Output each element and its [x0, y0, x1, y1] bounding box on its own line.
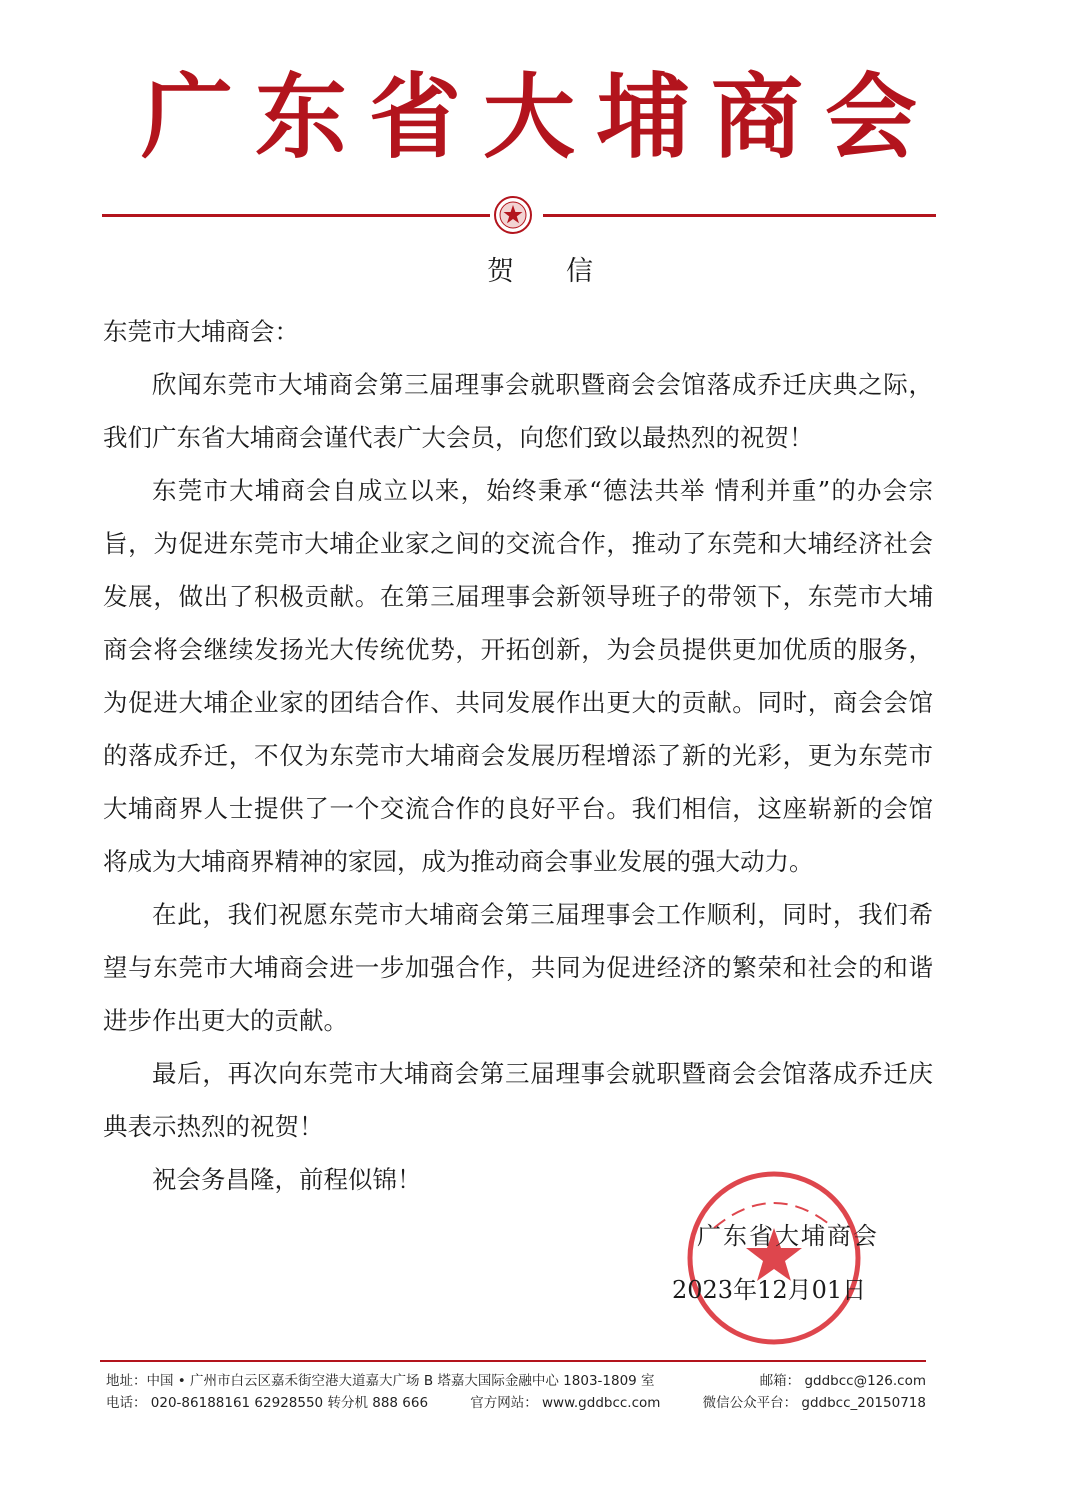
- footer-address: 地址：中国 • 广州市白云区嘉禾街空港大道嘉大广场 B 塔嘉大国际金融中心 1803-1809 室: [106, 1373, 655, 1389]
- footer: [106, 1370, 926, 1414]
- footer-phone: 电话： 020-86188161 62928550 转分机 888 666: [106, 1395, 429, 1411]
- official-seal-icon: [684, 1168, 864, 1348]
- footer-wechat: 微信公众平台： gddbcc_20150718: [702, 1395, 926, 1411]
- footer-rule: [100, 1360, 926, 1362]
- document-title: 贺信: [487, 256, 645, 287]
- letterhead-organization: 广东省大埔商会: [140, 63, 939, 171]
- letterhead-rule-left: [102, 214, 490, 217]
- paragraph-1: 欣闻东莞市大埔商会第三届理事会就职暨商会会馆落成乔迁庆典之际，我们广东省大埔商会谨代表广大会员，向您们致以最热烈的祝贺！: [103, 370, 933, 452]
- paragraph-3: 在此，我们祝愿东莞市大埔商会第三届理事会工作顺利，同时，我们希望与东莞市大埔商会进一步加强合作，共同为促进经济的繁荣和社会的和谐进步作出更大的贡献。: [103, 900, 933, 1035]
- signature-date: 2023年12月01日: [672, 1276, 867, 1304]
- footer-row-2: [106, 1392, 926, 1414]
- letter-body: [103, 305, 933, 1206]
- footer-email: 邮箱： gddbcc@126.com: [759, 1373, 926, 1389]
- letterhead-rule-right: [543, 214, 936, 217]
- paragraph-4: 最后，再次向东莞市大埔商会第三届理事会就职暨商会会馆落成乔迁庆典表示热烈的祝贺！: [103, 1059, 933, 1141]
- emblem-icon: [493, 195, 533, 235]
- footer-website: 官方网站： www.gddbcc.com: [470, 1395, 661, 1411]
- signature-organization: 广东省大埔商会: [697, 1222, 879, 1250]
- footer-row-1: [106, 1370, 926, 1392]
- closing-wish: 祝会务昌隆，前程似锦！: [152, 1165, 422, 1194]
- paragraph-2: 东莞市大埔商会自成立以来，始终秉承“德法共举 情利并重”的办会宗旨，为促进东莞市大埔企业家之间的交流合作，推动了东莞和大埔经济社会发展，做出了积极贡献。在第三届理事会新领导班子的带领下，东莞市大埔商会将会继续发扬光大传统优势，开拓创新，为会员提供更加优质的服务，为促进大埔企业家的团结合作、共同发展作出更大的贡献。同时，商会会馆的落成乔迁，不仅为东莞市大埔商会发展历程增添了新的光彩，更为东莞市大埔商界人士提供了一个交流合作的良好平台。我们相信，这座崭新的会馆将成为大埔商界精神的家园，成为推动商会事业发展的强大动力。: [103, 476, 933, 876]
- salutation: 东莞市大埔商会：: [103, 317, 299, 346]
